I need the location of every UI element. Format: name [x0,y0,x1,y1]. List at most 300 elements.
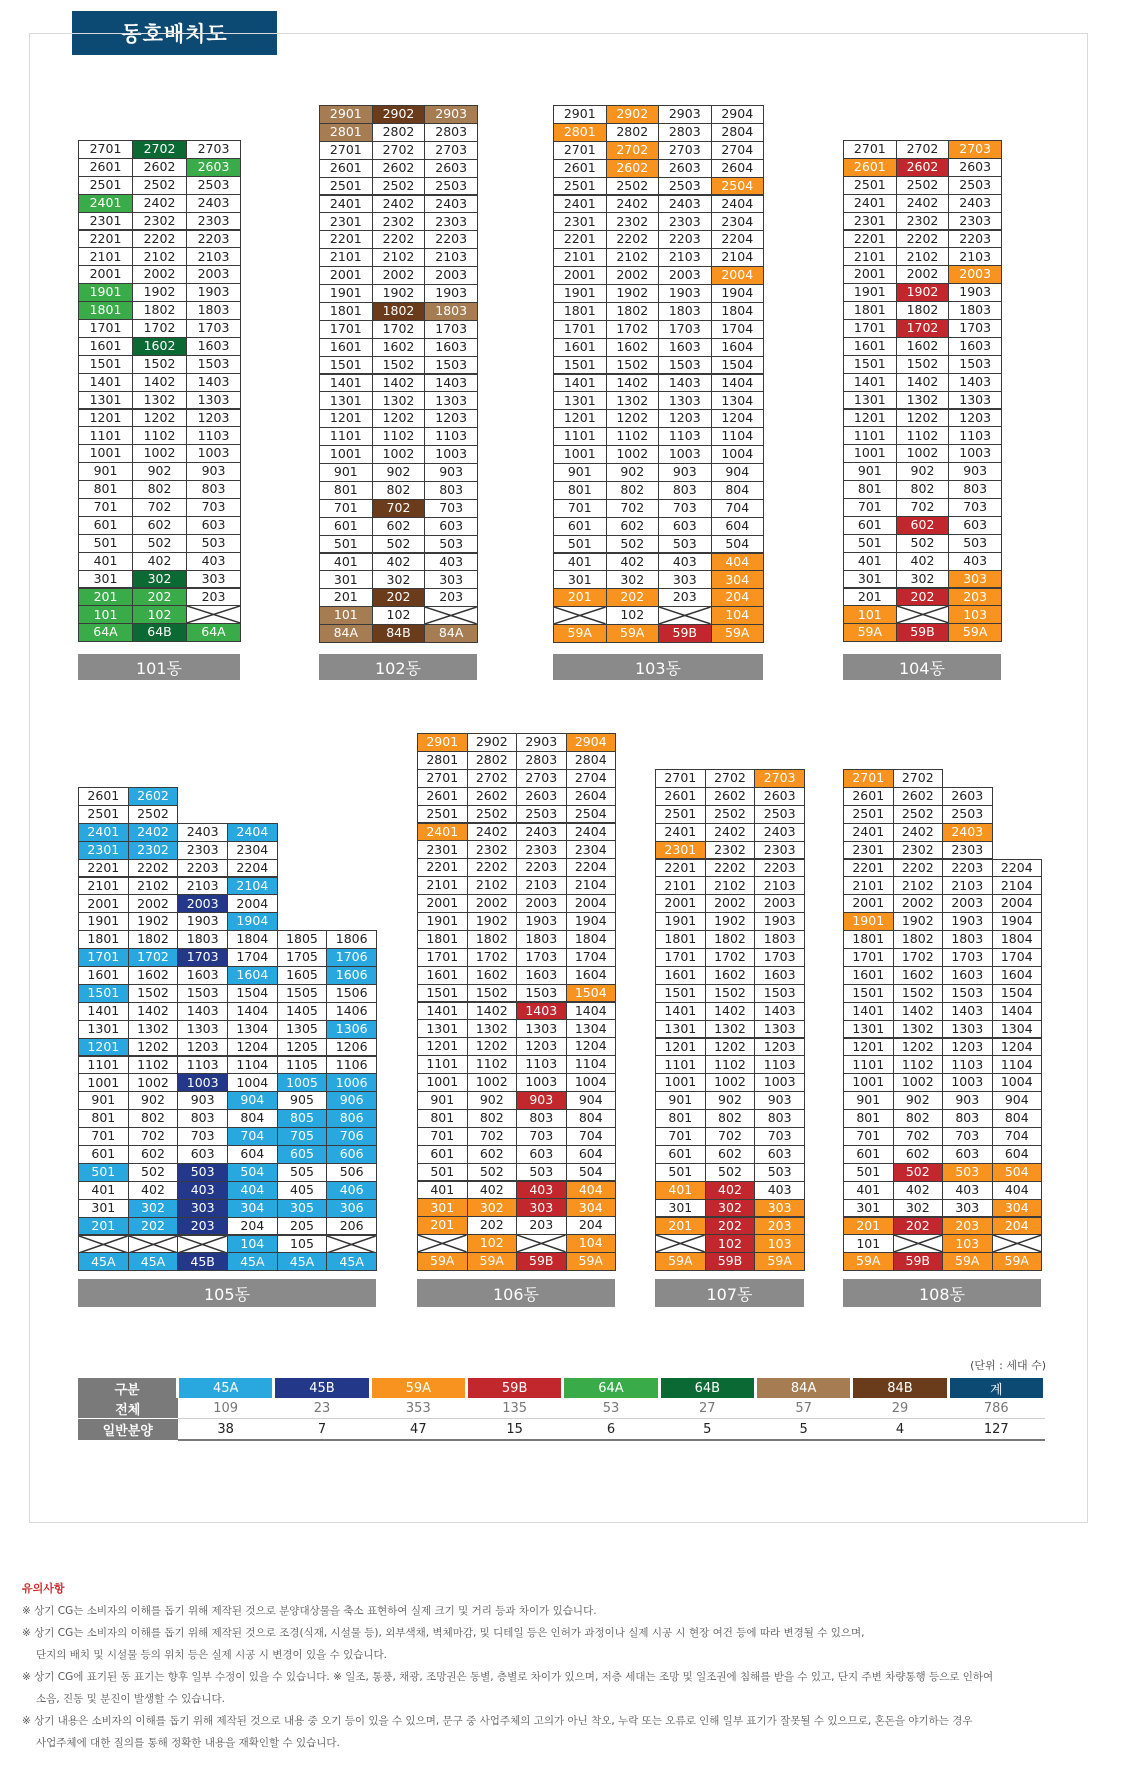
unit-cell: 502 [896,534,950,553]
unit-cell: 205 [277,1217,328,1236]
unit-cell: 804 [992,1109,1043,1128]
unit-cell: 1703 [516,948,567,967]
unit-cell: 1203 [948,409,1002,428]
unit-cell: 1403 [177,1002,228,1021]
unit-cell: 502 [606,535,660,554]
unit-cell: 406 [326,1181,377,1200]
unit-cell: 1003 [424,445,478,464]
unit-cell: 2002 [705,894,756,913]
unit-cell: 1602 [896,337,950,356]
unit-cell: 2202 [128,859,179,878]
unit-cell: 1505 [277,984,328,1003]
unit-cell: 402 [896,552,950,571]
unit-cell: 2503 [186,176,241,195]
unit-cell: 2101 [78,247,133,266]
unit-cell: 605 [277,1145,328,1164]
unit-cell: 1904 [566,912,617,931]
unit-cell: 1006 [326,1073,377,1092]
no-unit-cross-icon [894,1235,943,1252]
unit-cell: 1304 [992,1020,1043,1039]
unit-cell: 902 [705,1091,756,1110]
unit-cell: 601 [843,1145,894,1164]
unit-cell: 2201 [78,230,133,249]
unit-cell: 102 [705,1234,756,1253]
unit-cell: 1602 [705,966,756,985]
unit-cell: 1704 [711,320,765,339]
unit-cell: 2502 [132,176,187,195]
unit-cell: 2701 [843,769,894,788]
unit-cell: 1706 [326,948,377,967]
unit-cell: 2202 [132,230,187,249]
unit-cell: 2402 [128,823,179,842]
unit-cell: 901 [843,1091,894,1110]
unit-cell: 1404 [566,1002,617,1021]
unit-cell: 1101 [843,1055,894,1074]
unit-cell: 1301 [319,391,373,410]
unit-cell: 2502 [893,805,944,824]
unit-cell: 903 [658,463,712,482]
unit-cell: 2303 [516,840,567,859]
unit-cell: 1201 [655,1038,706,1057]
unit-cell: 2001 [319,266,373,285]
unit-cell: 1102 [372,427,426,446]
unit-cell: 2903 [424,105,478,124]
unit-cell: 2702 [896,140,950,159]
unit-cell: 1901 [319,284,373,303]
summary-type-header: 59B [466,1378,562,1398]
unit-type-cell: 84B [372,624,426,643]
unit-cell: 303 [658,570,712,589]
unit-cell: 1601 [843,337,897,356]
unit-cell: 1204 [227,1038,278,1057]
unit-cell: 502 [372,535,426,554]
unit-cell: 2002 [893,894,944,913]
unit-cell: 906 [326,1091,377,1110]
unit-cell: 1001 [78,1073,129,1092]
unit-cell-empty [177,1235,228,1254]
unit-cell: 1103 [424,427,478,446]
unit-cell: 1901 [655,912,706,931]
unit-cell: 502 [705,1163,756,1182]
unit-cell: 204 [711,588,765,607]
unit-type-cell: 59A [754,1252,805,1271]
unit-cell: 2901 [417,733,468,752]
unit-cell: 2801 [417,751,468,770]
note-line: ※ 상기 내용은 소비자의 이해를 돕기 위해 제작된 것으로 내용 중 오기 등이 있을 수 있으며, 문구 중 사업주체의 고의가 아닌 착오, 누락 또는 오류로 인해 일부 표기가 잘못될 수 있으므로, 혼돈을 야기하는 경우 [22,1715,973,1727]
unit-cell: 1406 [326,1002,377,1021]
unit-cell: 505 [277,1163,328,1182]
unit-type-cell: 59B [896,623,950,642]
unit-cell: 2103 [948,247,1002,266]
unit-cell: 304 [566,1198,617,1217]
unit-cell: 1702 [705,948,756,967]
unit-cell: 1002 [893,1073,944,1092]
no-unit-cross-icon [79,1236,128,1253]
unit-cell: 401 [319,553,373,572]
unit-cell: 602 [128,1145,179,1164]
unit-cell: 1003 [186,444,241,463]
no-unit-cross-icon [517,1235,566,1252]
unit-cell: 301 [655,1199,706,1218]
unit-cell: 1503 [177,984,228,1003]
unit-cell: 1701 [553,320,607,339]
unit-cell: 1301 [655,1020,706,1039]
unit-cell: 302 [372,570,426,589]
unit-cell: 303 [754,1199,805,1218]
note-line: 단지의 배치 및 시설물 등의 위치 등은 실제 시공 시 변경이 있을 수 있습니다. [36,1649,388,1661]
unit-cell: 1301 [553,391,607,410]
unit-cell: 204 [566,1216,617,1235]
unit-cell: 1304 [711,391,765,410]
unit-cell: 903 [754,1091,805,1110]
summary-value-cell: 127 [948,1419,1044,1441]
unit-cell: 1303 [658,391,712,410]
unit-cell: 902 [128,1091,179,1110]
unit-cell: 1602 [893,966,944,985]
unit-cell: 202 [372,588,426,607]
unit-cell: 2501 [553,177,607,196]
unit-cell: 603 [516,1145,567,1164]
unit-cell: 2702 [705,769,756,788]
unit-cell: 802 [606,481,660,500]
unit-cell: 1703 [948,319,1002,338]
unit-cell: 804 [566,1109,617,1128]
unit-cell: 802 [893,1109,944,1128]
unit-cell: 801 [843,1109,894,1128]
unit-type-cell: 59A [553,624,607,643]
unit-cell: 1101 [553,427,607,446]
unit-cell: 1602 [372,338,426,357]
unit-cell: 2103 [942,876,993,895]
no-unit-cross-icon [327,1236,376,1253]
unit-cell: 1101 [417,1055,468,1074]
unit-cell: 401 [843,552,897,571]
note-line: 사업주체에 대한 질의를 통해 정확한 내용을 재확인할 수 있습니다. [36,1737,340,1749]
unit-type-cell: 59A [566,1252,617,1271]
unit-cell: 2001 [655,894,706,913]
unit-cell: 401 [655,1181,706,1200]
unit-cell: 1103 [516,1055,567,1074]
unit-cell: 1403 [424,374,478,393]
unit-cell: 302 [467,1198,518,1217]
unit-cell: 1604 [227,966,278,985]
unit-cell: 901 [319,463,373,482]
unit-cell: 1703 [177,948,228,967]
unit-cell: 503 [424,535,478,554]
unit-cell: 1303 [186,391,241,410]
unit-cell: 306 [326,1199,377,1218]
summary-value-cell: 5 [659,1419,755,1441]
unit-cell: 1702 [128,948,179,967]
unit-cell: 1802 [606,302,660,321]
unit-cell: 1801 [319,302,373,321]
summary-label-cell: 구분 [78,1378,178,1398]
unit-cell: 2703 [424,141,478,160]
unit-cell: 2201 [553,230,607,249]
unit-cell: 2102 [893,876,944,895]
unit-cell: 201 [843,1217,894,1236]
unit-type-cell: 59A [948,623,1002,642]
unit-cell: 705 [277,1127,328,1146]
unit-cell: 403 [942,1181,993,1200]
unit-type-cell: 59A [655,1252,706,1271]
unit-cell: 302 [705,1199,756,1218]
unit-cell: 2604 [566,787,617,806]
unit-cell: 2602 [893,787,944,806]
unit-cell: 1502 [132,355,187,374]
unit-cell: 1703 [186,319,241,338]
unit-cell: 602 [896,516,950,535]
unit-cell: 901 [417,1091,468,1110]
unit-cell: 2902 [372,105,426,124]
unit-cell: 1005 [277,1073,328,1092]
unit-cell: 803 [177,1109,228,1128]
unit-cell-empty [417,1234,468,1253]
unit-cell: 1703 [424,320,478,339]
no-unit-cross-icon [897,606,949,623]
unit-cell: 1801 [78,301,133,320]
unit-cell: 2203 [754,859,805,878]
unit-cell: 1503 [186,355,241,374]
unit-cell: 2402 [893,823,944,842]
unit-cell: 803 [658,481,712,500]
unit-cell: 2102 [372,248,426,267]
unit-cell: 2804 [566,751,617,770]
unit-cell: 2504 [566,805,617,824]
unit-cell: 2101 [78,877,129,896]
unit-cell: 301 [417,1198,468,1217]
unit-cell: 2204 [227,859,278,878]
unit-cell: 701 [553,499,607,518]
unit-cell: 1303 [516,1019,567,1038]
unit-cell: 602 [893,1145,944,1164]
unit-cell: 1803 [948,301,1002,320]
unit-cell: 2102 [128,877,179,896]
unit-cell: 1705 [277,948,328,967]
unit-cell: 2502 [128,805,179,824]
unit-cell: 604 [227,1145,278,1164]
unit-cell: 1603 [948,337,1002,356]
unit-cell: 2803 [516,751,567,770]
unit-cell: 1102 [893,1055,944,1074]
unit-cell: 2301 [319,212,373,231]
unit-cell: 1401 [655,1002,706,1021]
unit-cell: 1904 [711,284,765,303]
notes [22,1578,1102,1754]
unit-cell: 2104 [227,877,278,896]
unit-cell: 801 [553,481,607,500]
unit-cell: 501 [417,1163,468,1182]
unit-cell: 1302 [705,1020,756,1039]
unit-cell: 801 [843,480,897,499]
unit-cell: 2502 [606,177,660,196]
unit-type-cell: 59A [417,1252,468,1271]
unit-cell: 304 [711,570,765,589]
no-unit-cross-icon [656,1235,705,1252]
unit-cell: 704 [992,1127,1043,1146]
unit-cell: 1201 [843,1038,894,1057]
unit-cell: 1402 [893,1002,944,1021]
unit-cell: 1302 [132,391,187,410]
unit-cell: 603 [948,516,1002,535]
unit-cell: 2002 [128,894,179,913]
summary-value-cell: 5 [755,1419,851,1441]
unit-cell: 703 [424,499,478,518]
unit-cell: 1202 [606,409,660,428]
unit-cell: 2701 [655,769,706,788]
unit-type-cell: 45A [78,1252,129,1271]
unit-cell: 2202 [467,858,518,877]
unit-cell: 2603 [942,787,993,806]
unit-cell: 1502 [896,355,950,374]
unit-cell: 2402 [896,194,950,213]
unit-cell: 2703 [948,140,1002,159]
unit-cell: 101 [843,1234,894,1253]
summary-type-header: 계 [948,1378,1044,1398]
unit-cell: 1004 [227,1073,278,1092]
unit-cell: 1704 [992,948,1043,967]
unit-cell: 204 [992,1217,1043,1236]
unit-cell: 1604 [992,966,1043,985]
unit-cell: 203 [658,588,712,607]
unit-cell: 1701 [78,319,133,338]
unit-cell: 902 [467,1091,518,1110]
unit-cell: 2304 [566,840,617,859]
unit-cell: 1501 [319,356,373,375]
unit-cell: 203 [177,1217,228,1236]
unit-cell: 1102 [132,426,187,445]
unit-cell: 701 [843,498,897,517]
unit-cell: 2004 [227,894,278,913]
unit-cell: 2503 [754,805,805,824]
unit-cell: 1202 [372,409,426,428]
unit-cell: 502 [893,1163,944,1182]
unit-cell: 2704 [711,141,765,160]
summary-total-row [78,1398,1045,1419]
unit-cell: 1002 [132,444,187,463]
unit-cell: 1902 [606,284,660,303]
unit-cell: 2202 [606,230,660,249]
unit-cell: 2002 [372,266,426,285]
unit-cell: 2804 [711,123,765,142]
unit-cell: 602 [606,517,660,536]
page-title: 동호배치도 [72,11,277,55]
unit-cell: 1103 [754,1055,805,1074]
unit-cell: 903 [177,1091,228,1110]
unit-cell: 305 [277,1199,328,1218]
unit-cell: 701 [319,499,373,518]
unit-cell: 203 [424,588,478,607]
unit-cell: 2401 [417,823,468,842]
unit-cell: 1703 [942,948,993,967]
summary-value-cell: 57 [755,1398,851,1419]
summary-general-row [78,1419,1045,1441]
unit-cell: 1502 [128,984,179,1003]
unit-cell: 504 [711,535,765,554]
unit-type-cell: 84A [319,624,373,643]
unit-cell: 1103 [658,427,712,446]
unit-cell: 404 [992,1181,1043,1200]
unit-cell: 1202 [893,1038,944,1057]
unit-cell: 902 [893,1091,944,1110]
unit-cell: 2103 [516,876,567,895]
unit-cell: 1003 [754,1073,805,1092]
unit-cell: 1901 [78,283,133,302]
unit-cell: 1404 [711,374,765,393]
unit-type-cell: 45A [326,1252,377,1271]
unit-cell: 1903 [948,283,1002,302]
unit-cell: 1203 [516,1037,567,1056]
unit-cell: 803 [948,480,1002,499]
unit-cell: 803 [424,481,478,500]
unit-cell-empty [655,1234,706,1253]
unit-cell: 1604 [566,966,617,985]
unit-cell: 1803 [186,301,241,320]
unit-summary [78,1359,1046,1441]
unit-cell: 1604 [711,338,765,357]
unit-cell: 2403 [186,194,241,213]
unit-cell: 301 [319,570,373,589]
unit-type-cell: 59A [843,1252,894,1271]
note-line: 소음, 진동 및 분진이 발생할 수 있습니다. [36,1693,225,1705]
unit-cell: 702 [606,499,660,518]
unit-cell: 1002 [896,444,950,463]
unit-cell: 1503 [516,984,567,1003]
unit-cell: 2402 [705,823,756,842]
unit-cell: 1103 [177,1056,228,1075]
unit-cell: 501 [553,535,607,554]
unit-cell: 2701 [417,769,468,788]
unit-cell: 1204 [992,1038,1043,1057]
unit-cell: 1401 [417,1002,468,1021]
unit-cell: 1802 [896,301,950,320]
unit-cell: 201 [78,588,133,607]
note-line: ※ 상기 CG에 표기된 동 표기는 향후 일부 수정이 있을 수 있습니다. ※ 일조, 통풍, 채광, 조망권은 동별, 층별로 차이가 있으며, 저층 세대는 조망 및 일조권에 침해를 받을 수 있고, 단지 주변 차량통행 등으로 인하여 [22,1671,994,1683]
unit-cell: 2201 [417,858,468,877]
unit-cell: 1102 [896,426,950,445]
unit-cell: 302 [606,570,660,589]
unit-cell: 1601 [319,338,373,357]
unit-type-cell: 64A [78,623,133,642]
unit-cell: 203 [754,1217,805,1236]
unit-cell: 2601 [655,787,706,806]
unit-cell: 601 [553,517,607,536]
unit-cell-empty [992,1234,1043,1253]
unit-cell: 1004 [711,445,765,464]
unit-cell: 2501 [417,805,468,824]
unit-cell: 2601 [417,787,468,806]
unit-cell: 2702 [893,769,944,788]
unit-type-cell: 45A [227,1252,278,1271]
unit-cell: 403 [754,1181,805,1200]
unit-cell: 1405 [277,1002,328,1021]
unit-cell: 403 [516,1181,567,1200]
unit-cell: 1401 [553,374,607,393]
unit-cell: 703 [177,1127,228,1146]
unit-cell: 606 [326,1145,377,1164]
unit-cell: 501 [843,1163,894,1182]
building-label: 102동 [319,654,477,680]
unit-cell: 504 [227,1163,278,1182]
unit-cell: 1303 [942,1020,993,1039]
unit-cell: 1602 [128,966,179,985]
unit-cell: 601 [78,1145,129,1164]
unit-cell: 2002 [132,265,187,284]
unit-cell: 2502 [705,805,756,824]
unit-cell: 1502 [467,984,518,1003]
unit-cell-empty [186,605,241,624]
unit-cell: 202 [132,588,187,607]
